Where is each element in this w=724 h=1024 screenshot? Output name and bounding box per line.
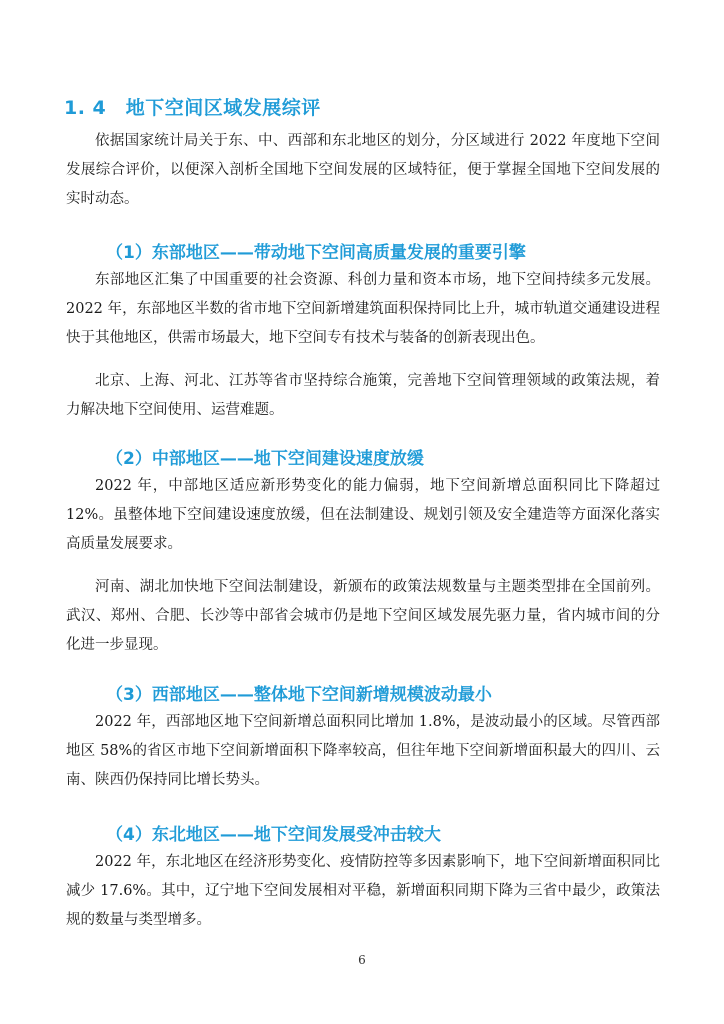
intro-paragraph: 依据国家统计局关于东、中、西部和东北地区的划分，分区域进行 2022 年度地下空间发展综合评价，以便深入剖析全国地下空间发展的区域特征，便于掌握全国地下空间发展的实时动态。 [66, 133, 660, 207]
page-number: 6 [358, 953, 366, 967]
section-title: 1. 4 地下空间区域发展综评 [64, 97, 321, 119]
heading-west-region: （3）西部地区——整体地下空间新增规模波动最小 [106, 685, 492, 705]
heading-northeast-region: （4）东北地区——地下空间发展受冲击较大 [106, 825, 441, 845]
central-paragraph-2: 河南、湖北加快地下空间法制建设，新颁布的政策法规数量与主题类型排在全国前列。武汉、郑州、合肥、长沙等中部省会城市仍是地下空间区域发展先驱力量，省内城市间的分化进一步显现。 [66, 579, 660, 653]
heading-east-region: （1）东部地区——带动地下空间高质量发展的重要引擎 [106, 243, 526, 263]
northeast-paragraph-1: 2022 年，东北地区在经济形势变化、疫情防控等多因素影响下，地下空间新增面积同比减少 17.6%。其中，辽宁地下空间发展相对平稳，新增面积同期下降为三省中最少，政策法规的数量与类型增多。 [66, 854, 660, 928]
central-paragraph-1: 2022 年，中部地区适应新形势变化的能力偏弱，地下空间新增总面积同比下降超过 12%。虽整体地下空间建设速度放缓，但在法制建设、规划引领及安全建造等方面深化落实高质量发展要求。 [66, 478, 660, 552]
east-paragraph-1: 东部地区汇集了中国重要的社会资源、科创力量和资本市场，地下空间持续多元发展。2022 年，东部地区半数的省市地下空间新增建筑面积保持同比上升，城市轨道交通建设进程快于其他地区，供需市场最大，地下空间专有技术与装备的创新表现出色。 [66, 272, 660, 346]
east-paragraph-2: 北京、上海、河北、江苏等省市坚持综合施策，完善地下空间管理领域的政策法规，着力解决地下空间使用、运营难题。 [66, 373, 660, 418]
west-paragraph-1: 2022 年，西部地区地下空间新增总面积同比增加 1.8%，是波动最小的区域。尽管西部地区 58%的省区市地下空间新增面积下降率较高，但往年地下空间新增面积最大的四川、云南、陕西仍保持同比增长势头。 [66, 714, 660, 788]
heading-central-region: （2）中部地区——地下空间建设速度放缓 [106, 449, 424, 469]
